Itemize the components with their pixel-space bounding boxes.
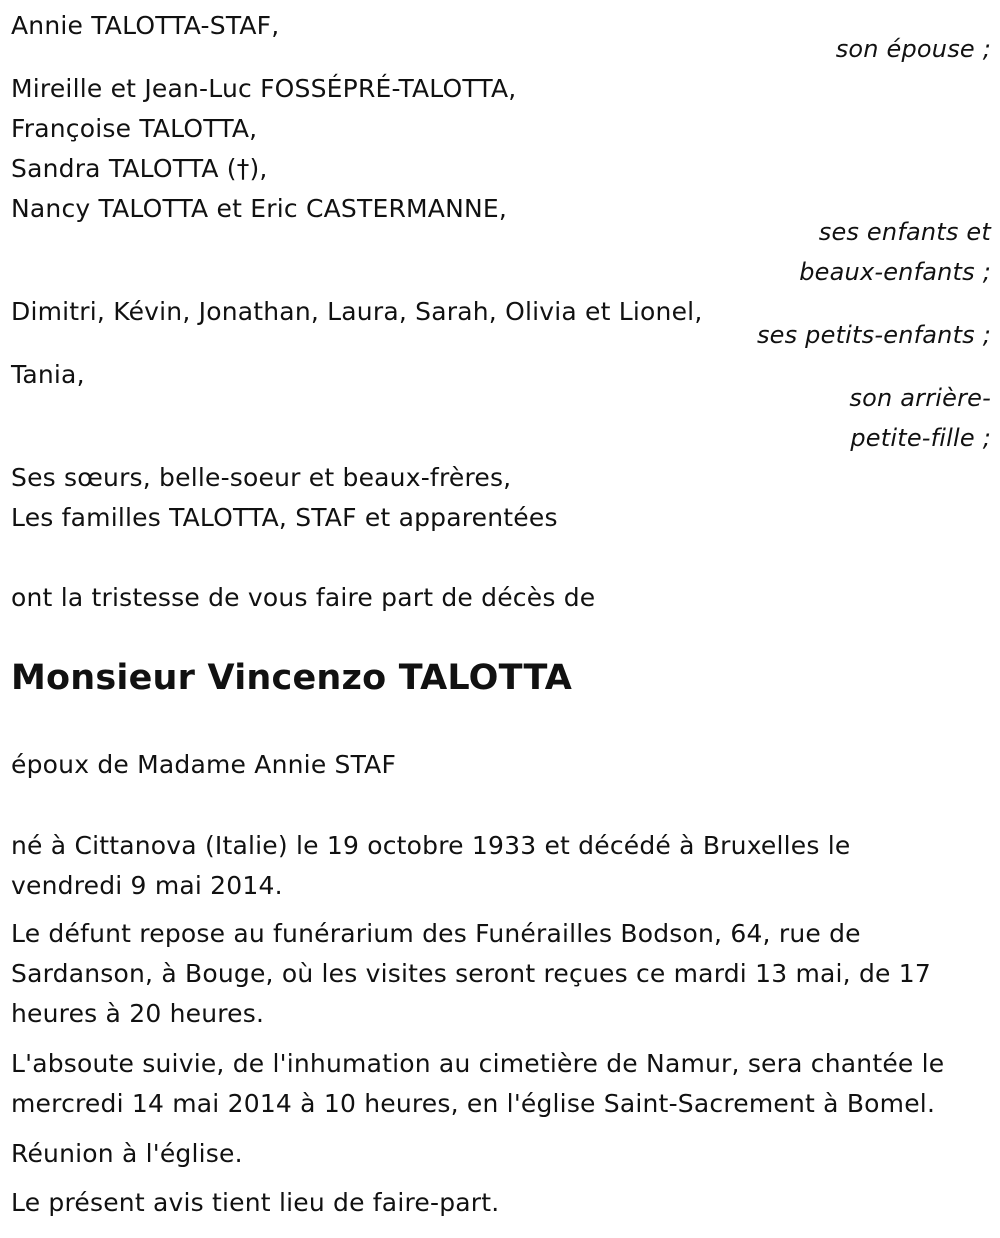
- great-grandchild-role: son arrière-: [849, 384, 991, 412]
- deceased-name: Monsieur Vincenzo TALOTTA: [11, 658, 573, 698]
- birth-death-line: né à Cittanova (Italie) le 19 octobre 1933 et décédé à Bruxelles le: [11, 831, 851, 860]
- grandchildren-names: Dimitri, Kévin, Jonathan, Laura, Sarah, Olivia et Lionel,: [11, 297, 703, 326]
- great-grandchild-role: petite-fille ;: [850, 424, 991, 452]
- children-role: beaux-enfants ;: [799, 258, 991, 286]
- spouse-role: son épouse ;: [835, 35, 991, 63]
- repose-line: heures à 20 heures.: [11, 999, 265, 1028]
- child-name: Françoise TALOTTA,: [11, 114, 258, 143]
- repose-line: Sardanson, à Bouge, où les visites seront reçues ce mardi 13 mai, de 17: [11, 959, 931, 988]
- birth-death-line: vendredi 9 mai 2014.: [11, 871, 283, 900]
- grandchildren-role: ses petits-enfants ;: [756, 321, 991, 349]
- relatives-line: Ses sœurs, belle-soeur et beaux-frères,: [11, 463, 512, 492]
- absoute-line: mercredi 14 mai 2014 à 10 heures, en l'église Saint-Sacrement à Bomel.: [11, 1089, 936, 1118]
- children-role: ses enfants et: [818, 218, 991, 246]
- meeting-note: Réunion à l'église.: [11, 1139, 243, 1168]
- child-name: Nancy TALOTTA et Eric CASTERMANNE,: [11, 194, 508, 223]
- repose-line: Le défunt repose au funérarium des Funérailles Bodson, 64, rue de: [11, 919, 861, 948]
- great-grandchild-name: Tania,: [11, 360, 85, 389]
- absoute-line: L'absoute suivie, de l'inhumation au cimetière de Namur, sera chantée le: [11, 1049, 945, 1078]
- spouse-name: Annie TALOTTA-STAF,: [11, 11, 280, 40]
- notice-footer: Le présent avis tient lieu de faire-part.: [11, 1188, 500, 1217]
- child-name: Mireille et Jean-Luc FOSSÉPRÉ-TALOTTA,: [11, 74, 517, 103]
- relatives-line: Les familles TALOTTA, STAF et apparentées: [11, 503, 558, 532]
- announcement: ont la tristesse de vous faire part de décès de: [11, 583, 596, 612]
- spouse-of: époux de Madame Annie STAF: [11, 750, 397, 779]
- child-name: Sandra TALOTTA (†),: [11, 154, 268, 183]
